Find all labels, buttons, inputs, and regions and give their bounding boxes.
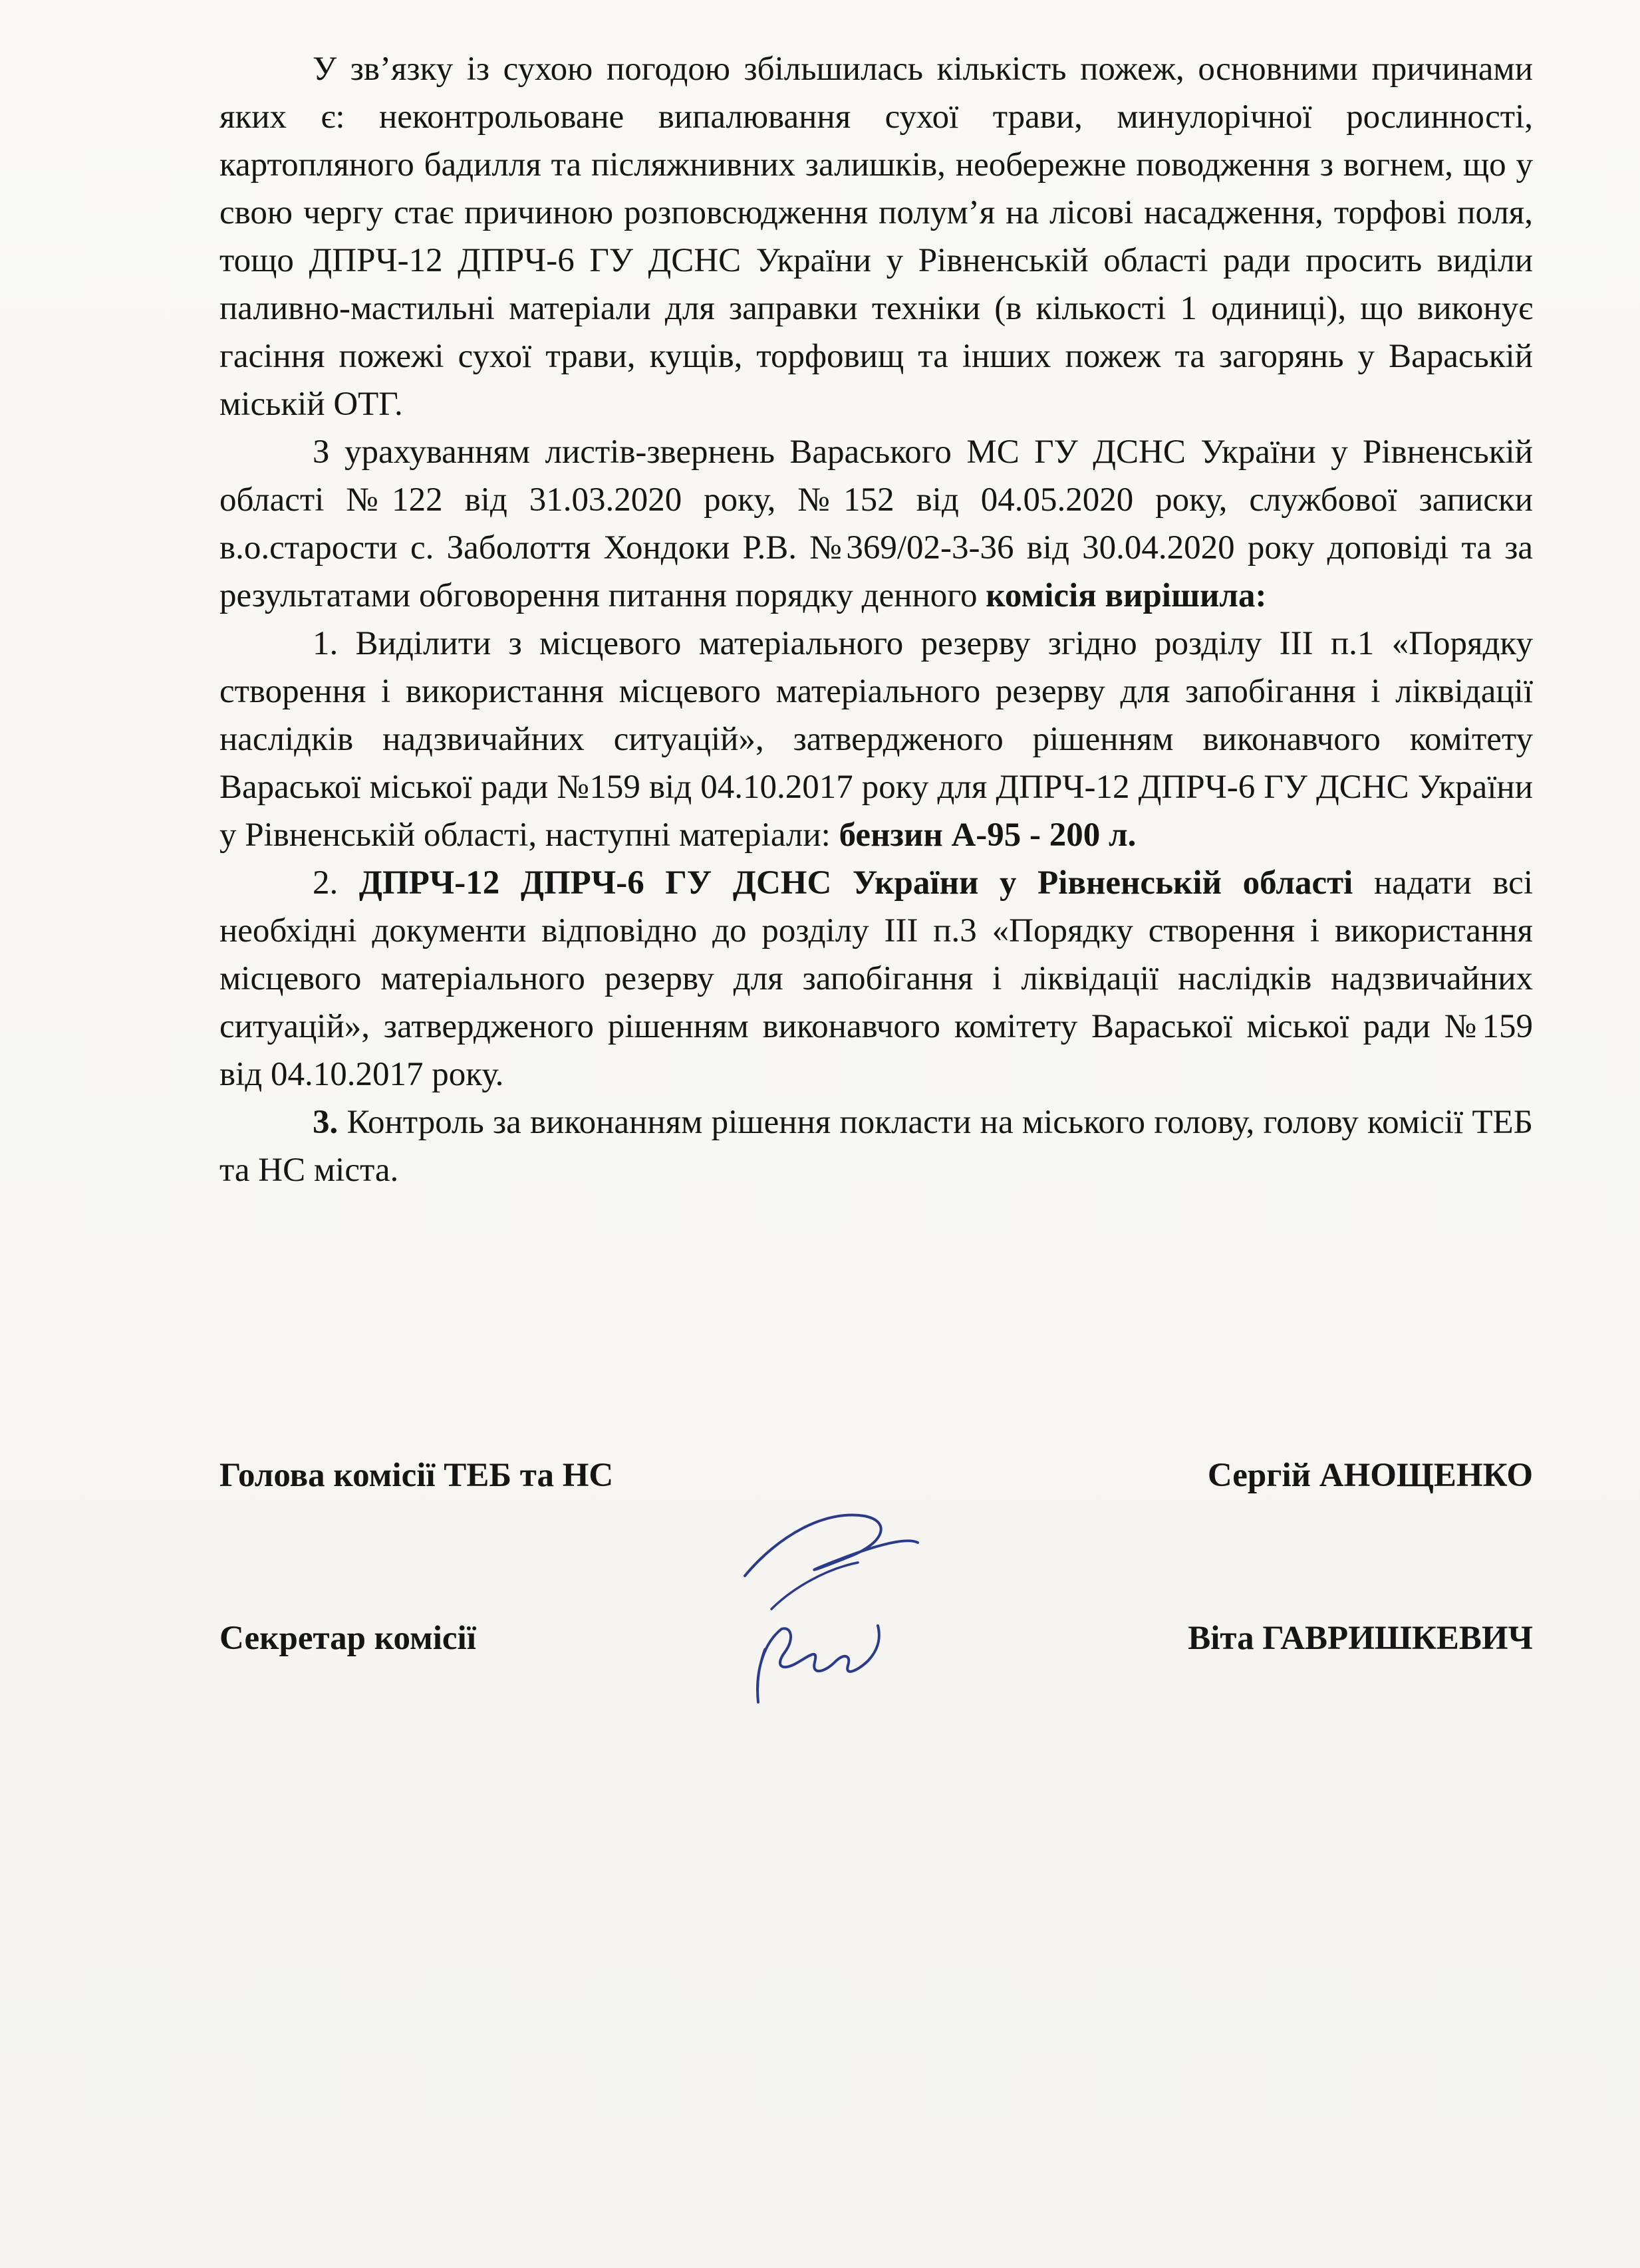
item-1-text: Виділити з місцевого матеріального резерву згідно розділу ІІІ п.1 «Порядку створення і використання місцевого матеріального резерву для запобігання і ліквідації наслідків надзвичайних ситуацій», затвердженого рішенням виконавчого комітету Вараської міської ради №159 від 04.10.2017 року для ДПРЧ-12 ДПРЧ-6 ГУ ДСНС України у Рівненській області, наступні матеріали: [219,625,1533,854]
basis-text: З урахуванням листів-звернень Вараського МС ГУ ДСНС України у Рівненській області №122 від 31.03.2020 року, №152 від 04.05.2020 року, службової записки в.о.старости с. Заболоття Хондоки Р.В. №369/02-3-36 від 30.04.2020 року доповіді та за результатами обговорення питання порядку денного [219,434,1533,614]
chair-signature-row [219,1456,1533,1495]
secretary-signature-row [219,1619,1533,1658]
handwritten-signature [718,1496,931,1709]
item-2-text: надати всі необхідні документи відповідно до розділу ІІІ п.3 «Порядку створення і використання місцевого матеріального резерву для запобігання і ліквідації наслідків надзвичайних ситуацій», затвердженого рішенням виконавчого комітету Вараської міської ради №159 від 04.10.2017 року. [219,864,1533,1093]
item-2-recipient: ДПРЧ-12 ДПРЧ-6 ГУ ДСНС України у Рівненській області [338,864,1353,902]
paragraph-basis [219,428,1533,620]
document-body [219,45,1533,1194]
decision-item-2 [219,859,1533,1098]
paragraph-context: У зв’язку із сухою погодою збільшилась кількість пожеж, основними причинами яких є: неконтрольоване випалювання сухої трави, минулорічної рослинності, картопляного бадилля та післяжнивних залишків, необережне поводження з вогнем, що у свою чергу стає причиною розповсюдження полум’я на лісові насадження, торфові поля, тощо ДПРЧ-12 ДПРЧ-6 ГУ ДСНС України у Рівненській області ради просить виділи паливно-мастильні матеріали для заправки техніки (в кількості 1 одиниці), що виконує гасіння пожежі сухої трави, кущів, торфовищ та інших пожеж та загорянь у Вараській міській ОТГ. [219,51,1533,423]
item-1-number: 1. [313,625,339,662]
secretary-name: Віта ГАВРИШКЕВИЧ [1188,1620,1533,1657]
decision-item-3 [219,1098,1533,1194]
item-3-number: 3. [313,1104,339,1141]
item-2-number: 2. [313,864,339,902]
chair-name: Сергій АНОЩЕНКО [1207,1457,1533,1494]
secretary-title: Секретар комісії [219,1620,476,1657]
decision-heading: комісія вирішила: [986,577,1267,614]
item-3-text: Контроль за виконанням рішення покласти на міського голову, голову комісії ТЕБ та НС міста. [219,1104,1533,1189]
decision-item-1 [219,620,1533,859]
chair-title: Голова комісії ТЕБ та НС [219,1457,614,1494]
item-1-fuel: бензин А-95 - 200 л. [839,817,1137,854]
